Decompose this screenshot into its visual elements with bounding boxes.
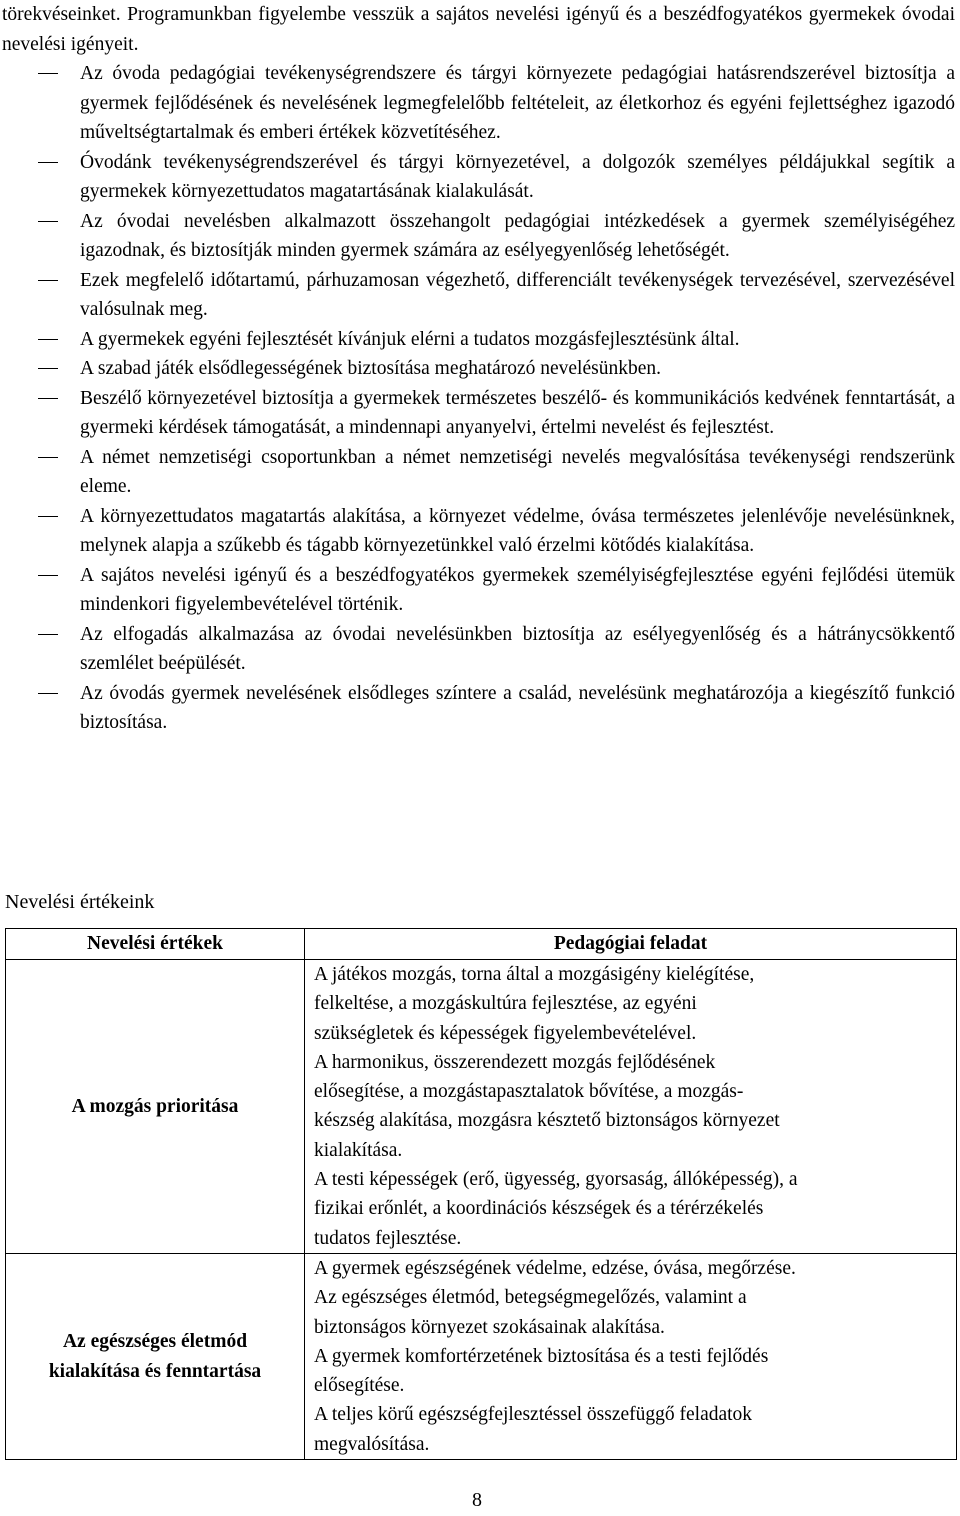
task-line: kialakítása.	[314, 1139, 403, 1161]
value-label-line: Az egészséges életmód	[62, 1331, 248, 1353]
task-line: elősegítése.	[314, 1375, 405, 1397]
column-header-values: Nevelési értékek	[6, 929, 305, 960]
section-heading: Nevelési értékeink	[5, 891, 155, 913]
task-line: A harmonikus, összerendezett mozgás fejlődésének	[314, 1051, 716, 1073]
list-item-text: Az óvodás gyermek nevelésének elsődleges színtere a család, nevelésünk meghatározója a kiegészítő funkció biztosítása.	[80, 682, 955, 733]
dash-bullet-icon	[38, 73, 58, 74]
task-line: Az egészséges életmód, betegségmegelőzés, valamint a	[314, 1287, 747, 1309]
dash-bullet-icon	[38, 339, 58, 340]
dash-bullet-icon	[38, 162, 58, 163]
list-item-text: Az elfogadás alkalmazása az óvodai nevelésünkben biztosítja az esélyegyenlőség és a hátránycsökkentő szemlélet beépülését.	[80, 623, 955, 674]
dash-bullet-icon	[38, 634, 58, 635]
list-item	[0, 502, 955, 561]
dash-bullet-icon	[38, 280, 58, 281]
dash-bullet-icon	[38, 368, 58, 369]
list-item-text: Óvodánk tevékenységrendszerével és tárgyi környezetével, a dolgozók személyes példájukkal segítik a gyermekek környezettudatos magatartásának kialakulását.	[80, 151, 955, 202]
task-line: tudatos fejlesztése.	[314, 1227, 462, 1249]
list-item	[0, 384, 955, 443]
task-line: elősegítése, a mozgástapasztalatok bővítése, a mozgás-	[314, 1081, 744, 1103]
list-item-text: Az óvodai nevelésben alkalmazott összehangolt pedagógiai intézkedések a gyermek személyiségéhez igazodnak, és biztosítják minden gyermek számára az esélyegyenlőség lehetőségét.	[80, 210, 955, 261]
list-item-text: A gyermekek egyéni fejlesztését kívánjuk elérni a tudatos mozgásfejlesztésünk által.	[80, 328, 740, 350]
task-item	[314, 1283, 950, 1342]
list-item	[0, 620, 955, 679]
task-cell	[305, 960, 957, 1254]
list-item-text: A szabad játék elsődlegességének biztosítása meghatározó nevelésünkben.	[80, 358, 662, 379]
list-item	[0, 266, 955, 325]
dash-bullet-icon	[38, 575, 58, 576]
task-item	[314, 1165, 950, 1253]
task-line: A testi képességek (erő, ügyesség, gyorsaság, állóképesség), a	[314, 1169, 798, 1191]
task-line: felkeltése, a mozgáskultúra fejlesztése, az egyéni	[314, 993, 697, 1015]
principles-list	[0, 59, 955, 738]
task-line: A játékos mozgás, torna által a mozgásigény kielégítése,	[314, 964, 755, 985]
list-item	[0, 679, 955, 738]
intro-paragraph: törekvéseinket. Programunkban figyelembe vesszük a sajátos nevelési igényű és a beszédfogyatékos gyermekek óvodai nevelési igényeit.	[2, 4, 955, 55]
task-line: A gyermek egészségének védelme, edzése, óvása, megőrzése.	[314, 1257, 796, 1279]
page-number: 8	[472, 1489, 482, 1511]
task-item	[314, 1400, 950, 1459]
list-item	[0, 443, 955, 502]
task-line: megvalósítása.	[314, 1433, 430, 1455]
task-item	[314, 960, 950, 1048]
value-cell	[6, 1253, 305, 1459]
task-line: fizikai erőnlét, a koordinációs készségek és a térérzékelés	[314, 1198, 764, 1220]
task-line: A gyermek komfortérzetének biztosítása és a testi fejlődés	[314, 1345, 769, 1367]
dash-bullet-icon	[38, 693, 58, 694]
dash-bullet-icon	[38, 398, 58, 399]
list-item-text: Az óvoda pedagógiai tevékenységrendszere és tárgyi környezete pedagógiai hatásrendszerével biztosítja a gyermek fejlődésének és nevelésének legmegfelelőbb feltételeit, az életkorhoz és egyéni fejlettséghez igazodó műveltségtartalmak és emberi értékek közvetítéséhez.	[80, 63, 955, 143]
list-item	[0, 59, 955, 148]
dash-bullet-icon	[38, 457, 58, 458]
task-line: biztonságos környezet szokásainak alakítása.	[314, 1316, 665, 1338]
value-label: A mozgás prioritása	[71, 1095, 239, 1117]
dash-bullet-icon	[38, 221, 58, 222]
list-item	[0, 325, 955, 355]
task-line: készség alakítása, mozgásra késztető biztonságos környezet	[314, 1110, 780, 1132]
value-label-line: kialakítása és fenntartása	[48, 1360, 262, 1382]
task-line: szükségletek és képességek figyelembevételével.	[314, 1022, 697, 1044]
task-item	[314, 1048, 950, 1165]
list-item	[0, 354, 955, 384]
list-item	[0, 148, 955, 207]
list-item-text: Ezek megfelelő időtartamú, párhuzamosan végezhető, differenciált tevékenységek tervezésével, szervezésével valósulnak meg.	[80, 269, 955, 320]
list-item-text: A környezettudatos magatartás alakítása, a környezet védelme, óvása természetes jelenlévője nevelésünknek, melynek alapja a szűkebb és tágabb környezetünkkel való érzelmi kötődés kialakítása.	[80, 505, 955, 556]
table-row	[6, 960, 957, 1254]
list-item	[0, 561, 955, 620]
task-item	[314, 1254, 950, 1283]
list-item-text: A sajátos nevelési igényű és a beszédfogyatékos gyermekek személyiségfejlesztése egyéni fejlődési ütemük mindenkori figyelembevételével történik.	[80, 564, 955, 615]
list-item-text: Beszélő környezetével biztosítja a gyermekek természetes beszélő- és kommunikációs kedvének fenntartását, a gyermeki kérdések támogatását, a mindennapi anyanyelvi, értelmi nevelést és fejlesztést.	[80, 387, 955, 438]
dash-bullet-icon	[38, 516, 58, 517]
value-cell	[6, 960, 305, 1254]
column-header-tasks: Pedagógiai feladat	[305, 929, 957, 960]
list-item-text: A német nemzetiségi csoportunkban a német nemzetiségi nevelés megvalósítása tevékenységi rendszerünk eleme.	[80, 446, 955, 497]
task-item	[314, 1342, 950, 1401]
table-header-row	[6, 929, 957, 960]
values-table	[5, 928, 957, 1460]
list-item	[0, 207, 955, 266]
task-cell	[305, 1253, 957, 1459]
task-line: A teljes körű egészségfejlesztéssel összefüggő feladatok	[314, 1404, 753, 1426]
table-row	[6, 1253, 957, 1459]
